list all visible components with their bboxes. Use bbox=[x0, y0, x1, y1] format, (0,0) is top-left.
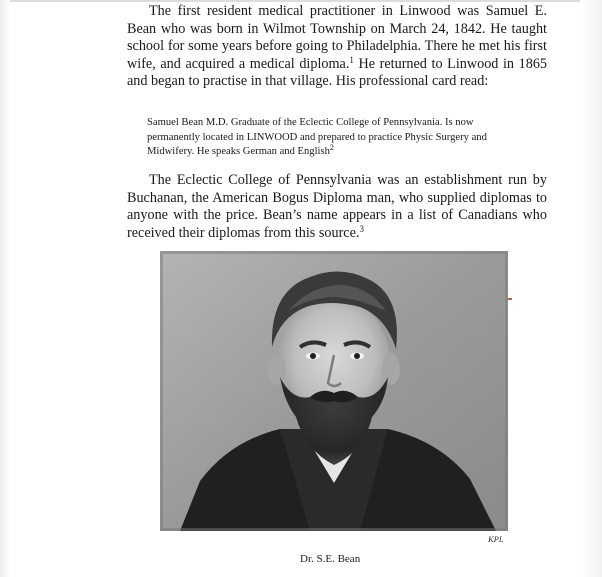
scan-speck bbox=[508, 298, 512, 300]
page-top-edge bbox=[0, 0, 602, 2]
footnote-ref-1: 1 bbox=[349, 54, 354, 65]
college-text: The Eclectic College of Pennsylvania was an establishment run by Buchanan, the American Bogus Diploma man, who supplied diplomas to anyone with the price. Bean’s name appears in a list of Canadians who received their diplomas from this source. bbox=[127, 172, 547, 241]
photo-caption: Dr. S.E. Bean bbox=[300, 553, 361, 565]
footnote-ref-3: 3 bbox=[359, 223, 364, 234]
footnote-ref-2: 2 bbox=[329, 143, 334, 153]
page-left-edge bbox=[0, 0, 10, 577]
intro-paragraph bbox=[127, 3, 547, 91]
intro-text-part-a: The first resident medical practitioner in Linwood was Samuel E. Bean who was born in Wilmot Township on March 24, 1842. He taught school for some years before going to Philadelphia. There he met his first wife, and acquired a medical diploma. bbox=[127, 3, 547, 72]
page-right-edge bbox=[580, 0, 602, 577]
college-paragraph bbox=[127, 172, 547, 242]
professional-card-quote bbox=[147, 116, 527, 160]
portrait-photo bbox=[160, 251, 508, 531]
intro-text-part-b: He returned to Linwood in 1865 and began to practise in that village. His professional card read: bbox=[127, 55, 548, 90]
portrait-image bbox=[160, 251, 508, 531]
professional-card-text: Samuel Bean M.D. Graduate of the Eclectic College of Pennsylvania. Is now permanently located in LINWOOD and prepared to practice Physic Surgery and Midwifery. He speaks German and English bbox=[147, 117, 487, 158]
photo-credit: KPL bbox=[488, 534, 504, 544]
